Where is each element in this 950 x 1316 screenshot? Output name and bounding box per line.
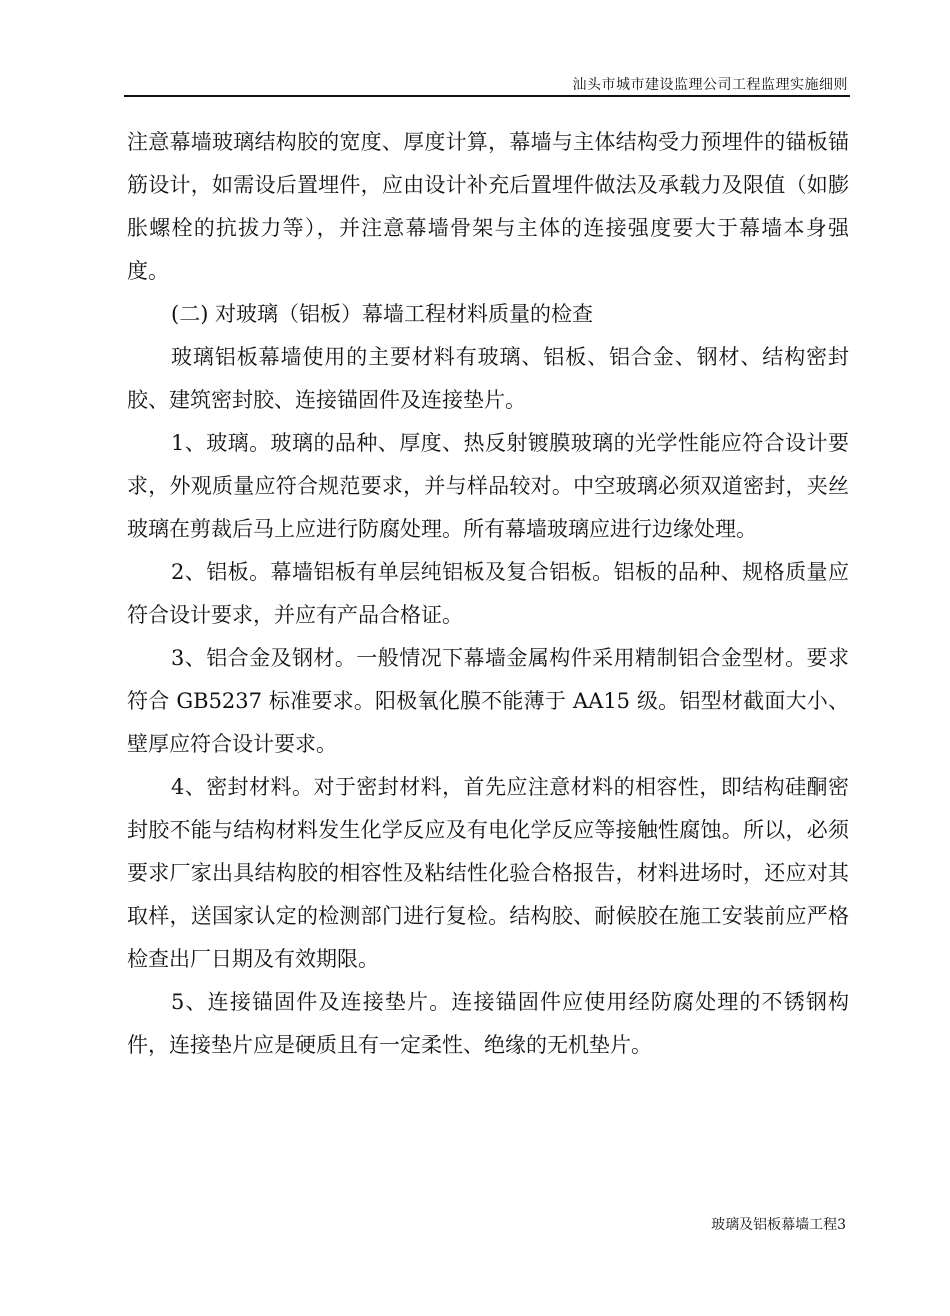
document-body (127, 121, 849, 1067)
paragraph-aluminum-panel: 2、铝板。幕墙铝板有单层纯铝板及复合铝板。铝板的品种、规格质量应符合设计要求，并应有产品合格证。 (127, 560, 849, 627)
paragraph-anchors: 5、连接锚固件及连接垫片。连接锚固件应使用经防腐处理的不锈钢构件，连接垫片应是硬质且有一定柔性、绝缘的无机垫片。 (127, 990, 849, 1057)
header-divider (124, 95, 850, 97)
paragraph-continued: 注意幕墙玻璃结构胶的宽度、厚度计算，幕墙与主体结构受力预埋件的锚板锚筋设计，如需设后置埋件，应由设计补充后置埋件做法及承载力及限值（如膨胀螺栓的抗拔力等），并注意幕墙骨架与主体的连接强度要大于幕墙本身强度。 (127, 130, 849, 283)
page-footer: 玻璃及铝板幕墙工程3 (711, 1217, 846, 1233)
section-heading: (二) 对玻璃（铝板）幕墙工程材料质量的检查 (171, 302, 594, 326)
running-header: 汕头市城市建设监理公司工程监理实施细则 (572, 77, 848, 93)
paragraph-glass: 1、玻璃。玻璃的品种、厚度、热反射镀膜玻璃的光学性能应符合设计要求，外观质量应符合规范要求，并与样品较对。中空玻璃必须双道密封，夹丝玻璃在剪裁后马上应进行防腐处理。所有幕墙玻璃应进行边缘处理。 (127, 431, 849, 541)
paragraph-alloy-steel: 3、铝合金及钢材。一般情况下幕墙金属构件采用精制铝合金型材。要求符合 GB5237 标准要求。阳极氧化膜不能薄于 AA15 级。铝型材截面大小、壁厚应符合设计要求。 (127, 646, 849, 756)
paragraph-sealant: 4、密封材料。对于密封材料，首先应注意材料的相容性，即结构硅酮密封胶不能与结构材料发生化学反应及有电化学反应等接触性腐蚀。所以，必须要求厂家出具结构胶的相容性及粘结性化验合格报告，材料进场时，还应对其取样，送国家认定的检测部门进行复检。结构胶、耐候胶在施工安装前应严格检查出厂日期及有效期限。 (127, 775, 849, 971)
paragraph-materials-intro: 玻璃铝板幕墙使用的主要材料有玻璃、铝板、铝合金、钢材、结构密封胶、建筑密封胶、连接锚固件及连接垫片。 (127, 345, 849, 412)
